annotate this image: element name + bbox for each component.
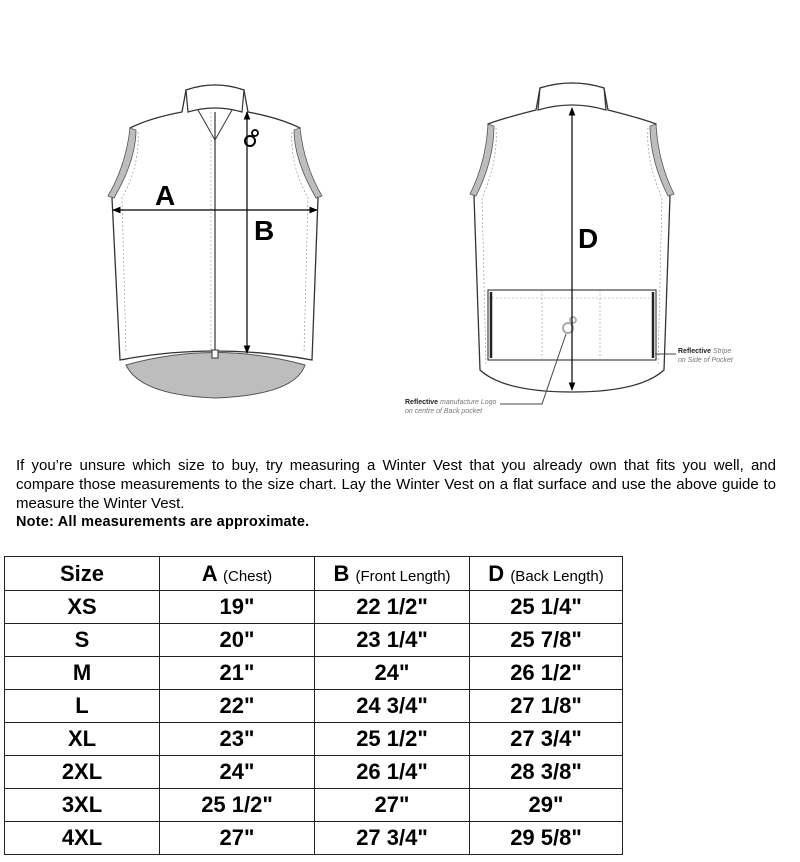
cell-size: XL <box>5 723 160 756</box>
front-label-a: A <box>155 180 176 211</box>
table-row <box>5 624 623 657</box>
front-label-b: B <box>254 215 275 246</box>
cell-front-length: 26 1/4" <box>315 756 470 789</box>
cell-back-length: 29 5/8" <box>470 822 623 855</box>
cell-front-length: 25 1/2" <box>315 723 470 756</box>
cell-back-length: 27 3/4" <box>470 723 623 756</box>
cell-size: 4XL <box>5 822 160 855</box>
cell-chest: 24" <box>160 756 315 789</box>
cell-back-length: 29" <box>470 789 623 822</box>
table-row <box>5 756 623 789</box>
cell-chest: 27" <box>160 822 315 855</box>
cell-chest: 22" <box>160 690 315 723</box>
front-vest-illustration <box>108 85 322 398</box>
cell-back-length: 28 3/8" <box>470 756 623 789</box>
header-chest: A (Chest) <box>160 557 315 591</box>
cell-front-length: 24" <box>315 657 470 690</box>
cell-size: 2XL <box>5 756 160 789</box>
cell-front-length: 23 1/4" <box>315 624 470 657</box>
header-front-length: B (Front Length) <box>315 557 470 591</box>
callout-stripe-line2: on Side of Pocket <box>678 357 733 364</box>
back-vest-illustration <box>405 83 734 415</box>
cell-front-length: 27" <box>315 789 470 822</box>
callout-logo-line1: Reflective manufacture Logo <box>405 399 497 406</box>
header-size: Size <box>5 557 160 591</box>
header-back-length: D (Back Length) <box>470 557 623 591</box>
callout-stripe-line1: Reflective Stripe <box>678 348 732 355</box>
table-row <box>5 723 623 756</box>
cell-back-length: 27 1/8" <box>470 690 623 723</box>
cell-front-length: 24 3/4" <box>315 690 470 723</box>
cell-front-length: 22 1/2" <box>315 591 470 624</box>
cell-size: 3XL <box>5 789 160 822</box>
size-chart-header-row <box>5 557 623 591</box>
cell-back-length: 25 1/4" <box>470 591 623 624</box>
cell-chest: 20" <box>160 624 315 657</box>
cell-size: XS <box>5 591 160 624</box>
table-row <box>5 822 623 855</box>
table-row <box>5 591 623 624</box>
back-label-d: D <box>578 223 599 254</box>
cell-back-length: 25 7/8" <box>470 624 623 657</box>
cell-size: S <box>5 624 160 657</box>
size-chart-body <box>5 591 623 855</box>
measurement-note: Note: All measurements are approximate. <box>16 514 310 530</box>
cell-size: M <box>5 657 160 690</box>
cell-chest: 25 1/2" <box>160 789 315 822</box>
cell-back-length: 26 1/2" <box>470 657 623 690</box>
cell-chest: 23" <box>160 723 315 756</box>
cell-chest: 19" <box>160 591 315 624</box>
measuring-guide-text: If you’re unsure which size to buy, try measuring a Winter Vest that you already own that fits you well, and compare those measurements to the size chart. Lay the Winter Vest on a flat surface and use the above guide to measure the Winter Vest. <box>16 457 776 512</box>
table-row <box>5 690 623 723</box>
cell-size: L <box>5 690 160 723</box>
table-row <box>5 657 623 690</box>
cell-chest: 21" <box>160 657 315 690</box>
size-chart-table <box>4 556 623 855</box>
cell-front-length: 27 3/4" <box>315 822 470 855</box>
callout-logo-line2: on centre of Back pocket <box>405 408 483 415</box>
table-row <box>5 789 623 822</box>
